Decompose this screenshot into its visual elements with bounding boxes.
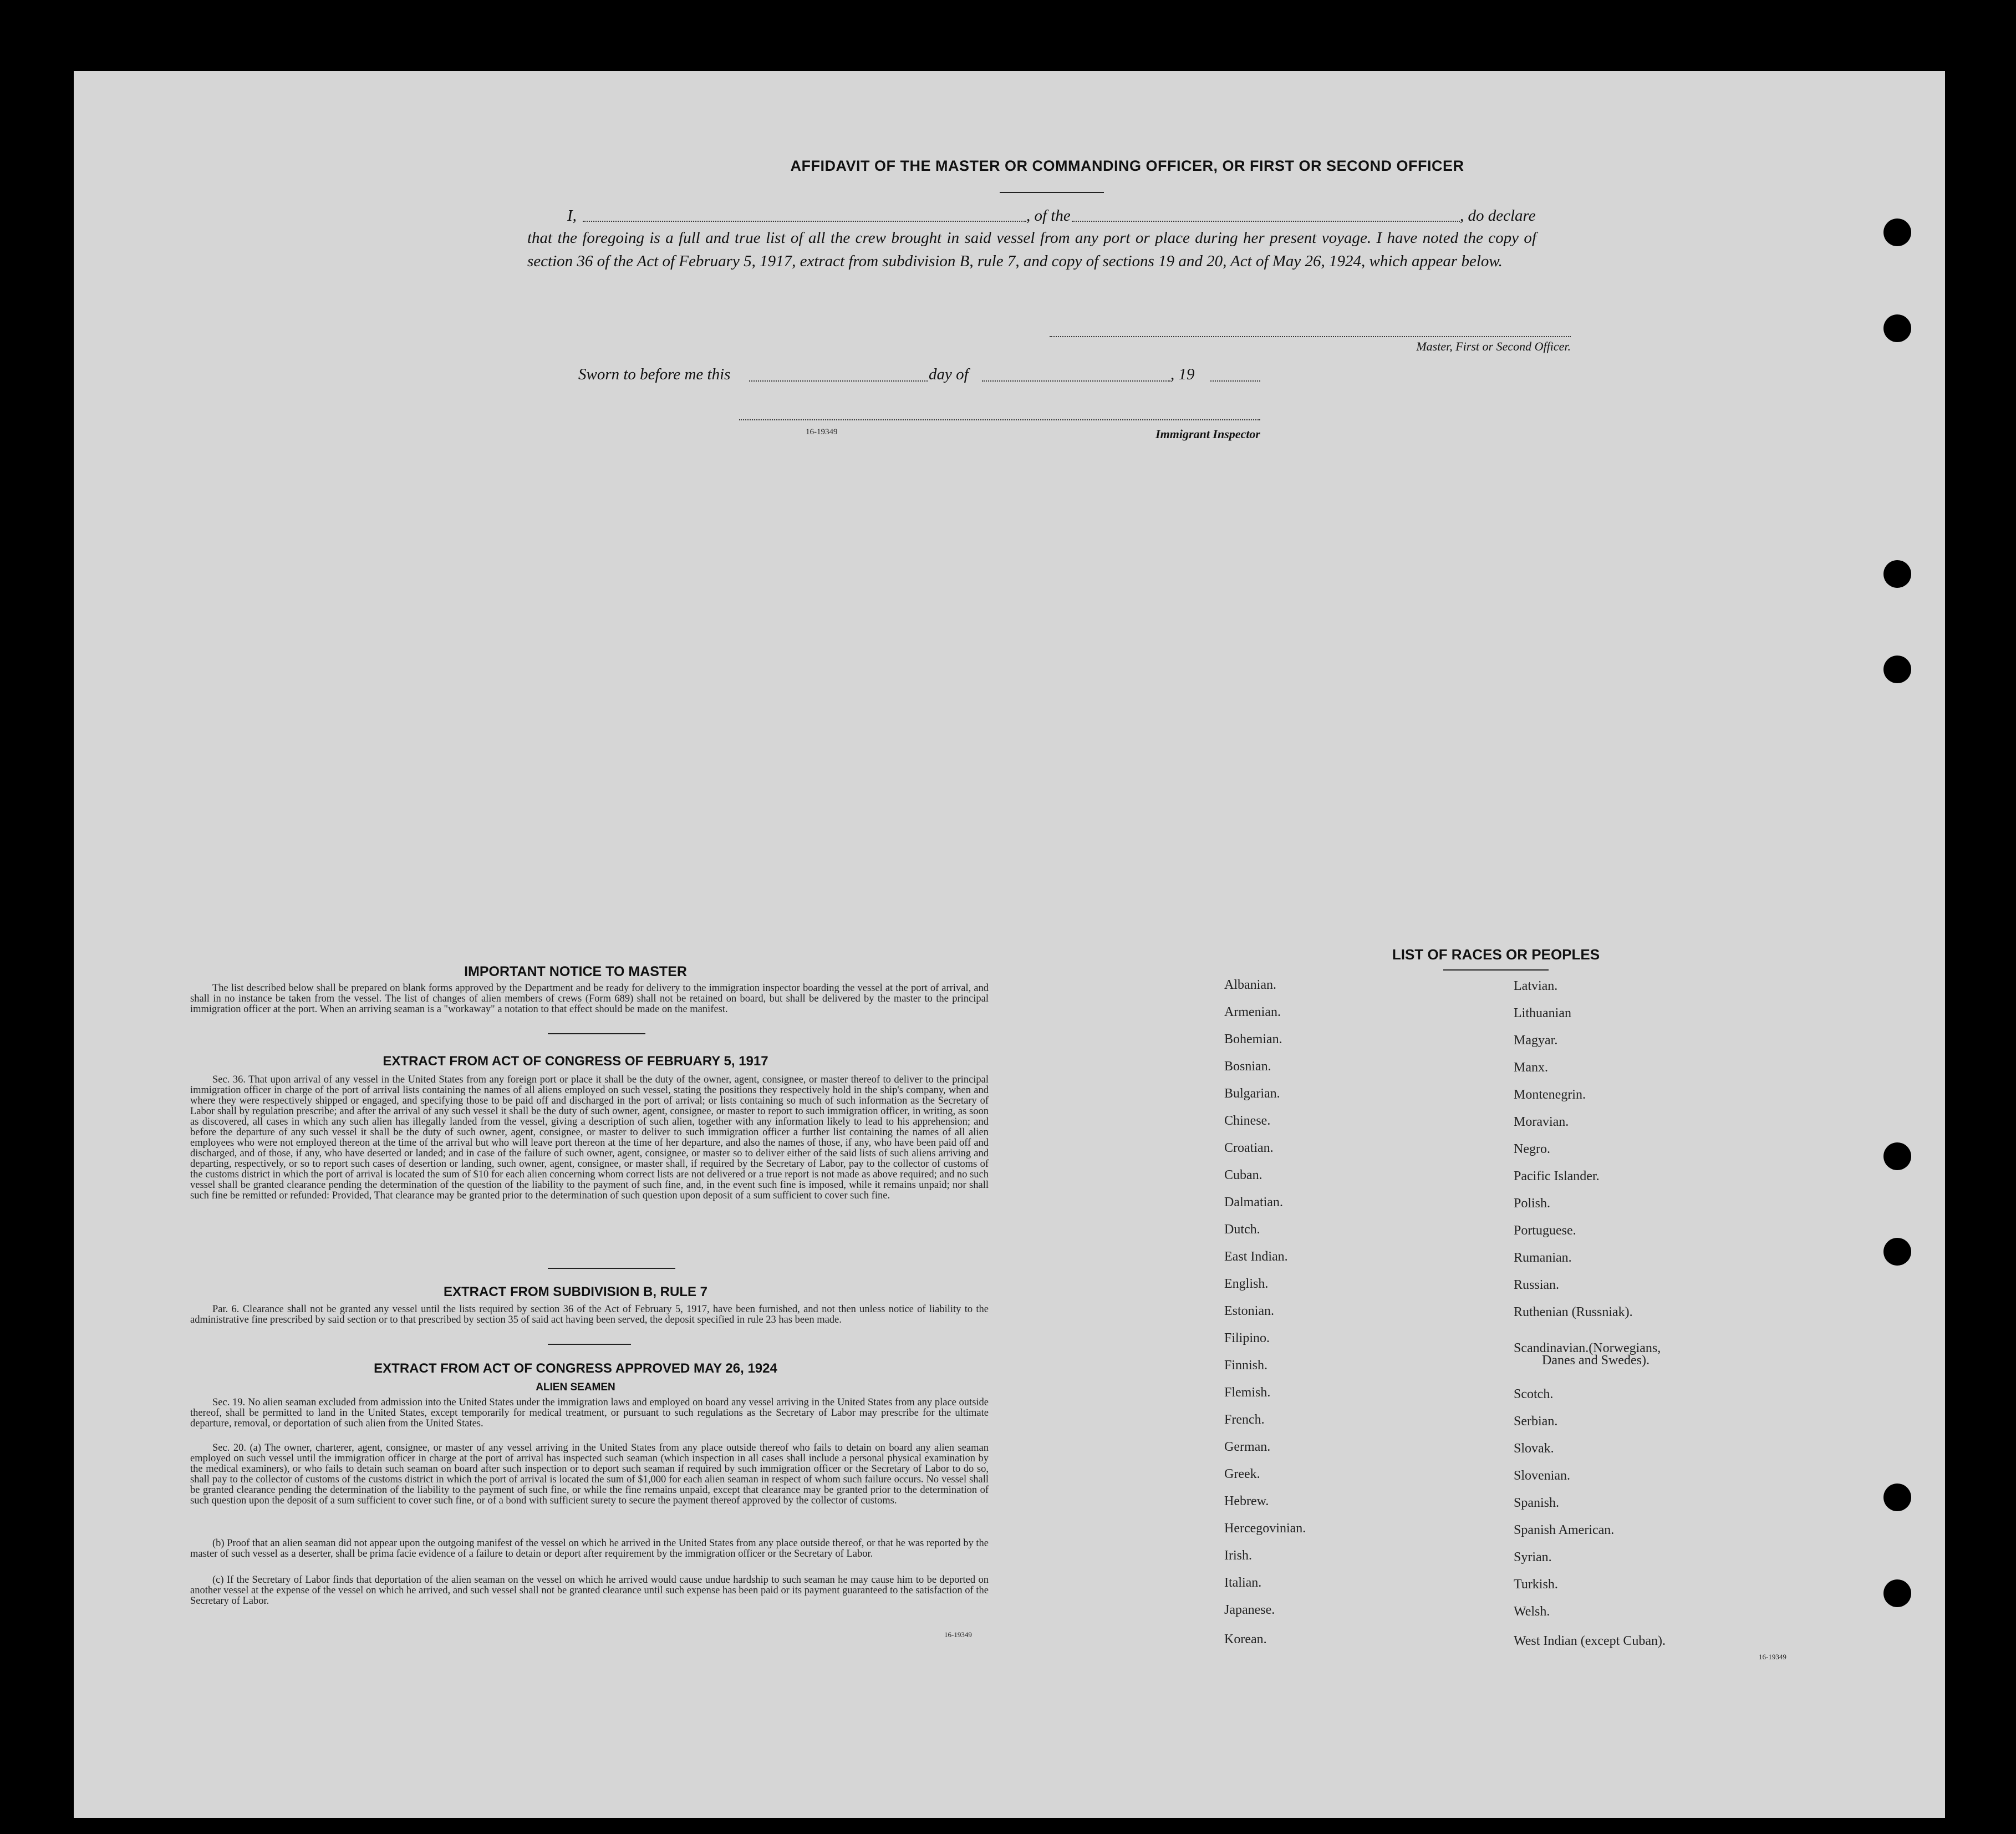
binder-hole — [1883, 219, 1911, 246]
day-of-label: day of — [929, 365, 969, 383]
affidavit-i-label: I, — [567, 207, 577, 225]
race-right-item: Slovenian. — [1514, 1469, 1570, 1483]
binder-hole — [1883, 656, 1911, 683]
race-left-item: German. — [1224, 1440, 1271, 1454]
extract1-title: EXTRACT FROM ACT OF CONGRESS OF FEBRUARY 5, 1917 — [383, 1054, 768, 1069]
notice-form-number: 16-19349 — [944, 1630, 972, 1639]
race-right-item: Spanish. — [1514, 1496, 1560, 1510]
document-sheet — [74, 71, 1945, 1818]
race-left-item: English. — [1224, 1277, 1269, 1291]
race-left-item: Greek. — [1224, 1467, 1260, 1481]
affidavit-body: that the foregoing is a full and true list of all the crew brought in said vessel from any port or place during her present voyage. I have noted the copy of section 36 of the Act of February 5, 1917, extract from subdivision B, rule 7, and copy of sections 19 and 20, Act of May 26, 1924, which appear below. — [527, 229, 1536, 270]
race-right-item: Manx. — [1514, 1060, 1548, 1075]
race-left-item: French. — [1224, 1413, 1265, 1427]
race-left-item: Hercegovinian. — [1224, 1521, 1306, 1536]
sworn-day-line[interactable] — [749, 380, 928, 382]
sworn-year-line[interactable] — [1210, 380, 1260, 382]
binder-hole — [1883, 1142, 1911, 1170]
race-left-item: Filipino. — [1224, 1331, 1270, 1345]
inspector-signature-line[interactable] — [739, 419, 1260, 420]
extract3-title: EXTRACT FROM ACT OF CONGRESS APPROVED MAY 26, 1924 — [374, 1361, 777, 1376]
races-divider — [1443, 969, 1549, 971]
race-right-item: Slovak. — [1514, 1441, 1554, 1456]
binder-hole — [1883, 1579, 1911, 1607]
extract2-text: Par. 6. Clearance shall not be granted any vessel until the lists required by section 36 of the Act of February 5, 1917, have been furnished, and not then unless notice of liability to the administrative fine prescribed by said section or to that prescribed by section 35 of said act having been served, the deposit specified in rule 23 has been made. — [190, 1304, 989, 1325]
extract2-title: EXTRACT FROM SUBDIVISION B, RULE 7 — [443, 1284, 708, 1299]
affidavit-title: AFFIDAVIT OF THE MASTER OR COMMANDING OFFICER, OR FIRST OR SECOND OFFICER — [790, 158, 1464, 174]
race-left-item: Estonian. — [1224, 1304, 1274, 1318]
sec19-text: Sec. 19. No alien seaman excluded from admission into the United States under the immigration laws and employed on board any vessel arriving in the United States from any place outside thereof, shall be permitted to land in the United States, except temporarily for medical treatment, or pursuant to such regulations as the Secretary of Labor may prescribe for the ultimate departure, removal, or deportation of such alien from the United States. — [190, 1397, 989, 1429]
vessel-blank-line[interactable] — [1072, 221, 1460, 222]
race-left-item: Finnish. — [1224, 1358, 1268, 1373]
binder-hole — [1883, 314, 1911, 342]
race-left-item: Bulgarian. — [1224, 1086, 1280, 1101]
race-left-item: Bosnian. — [1224, 1059, 1271, 1074]
race-left-item: Hebrew. — [1224, 1494, 1269, 1508]
race-right-item: Turkish. — [1514, 1577, 1558, 1592]
race-left-item: Bohemian. — [1224, 1032, 1282, 1046]
race-right-item: Scandinavian.(Norwegians, — [1514, 1341, 1661, 1355]
race-right-item: Polish. — [1514, 1196, 1551, 1211]
race-left-item: Croatian. — [1224, 1141, 1274, 1155]
sec20b-text: (b) Proof that an alien seaman did not appear upon the outgoing manifest of the vessel on which he arrived in the United States from any place outside thereof, or that he was reported by the master of such vessel as a deserter, shall be prima facie evidence of a failure to detain or deport after requirement by the immigration officer or the Secretary of Labor. — [190, 1538, 989, 1559]
extract1-text: Sec. 36. That upon arrival of any vessel in the United States from any foreign port or place it shall be the duty of the owner, agent, consignee, or master thereof to deliver to the principal immigration officer in charge of the port of arrival lists containing the names of all aliens employed on such vessel, stating the positions they respectively hold in the ship's company, when and where they were respectively shipped or engaged, and specifying those to be paid off and discharged in the port of arrival; or lists containing so much of such information as the Secretary of Labor shall by regulation prescribe; and after the arrival of any such vessel it shall be the duty of such owner, agent, consignee, or master to report to such immigration officer, in writing, as soon as discovered, all cases in which any such alien has illegally landed from the vessel, giving a description of such alien, together with any information likely to lead to his apprehension; and before the departure of any such vessel it shall be the duty of such owner, agent, consignee, or master to deliver to such immigration officer a further list containing the names of all alien employees who were not employed thereon at the time of the arrival but who will leave port thereon at the time of her departure, and also the names of those, if any, who have been paid off and discharged, and of those, if any, who have deserted or landed; and in case of the failure of such owner, agent, consignee, or master so to deliver either of the said lists of such aliens arriving and departing, respectively, or so to report such cases of desertion or landing, such owner, agent, consignee, or master shall, if required by the Secretary of Labor, pay to the collector of customs of the customs district in which the port of arrival is located the sum of $10 for each alien concerning whom correct lists are not delivered or a true report is not made as above required; and no such vessel shall be granted clearance pending the determination of the question of the liability to the payment of such fine, and, in the event such fine is imposed, while it remains unpaid; nor shall such fine be remitted or refunded: Provided, That clearance may be granted prior to the determination of such question upon deposit of a sum sufficient to cover such fine. — [190, 1074, 989, 1201]
race-left-item: Armenian. — [1224, 1005, 1281, 1019]
race-right-item: Russian. — [1514, 1278, 1560, 1292]
sec20c-text: (c) If the Secretary of Labor finds that deportation of the alien seaman on the vessel on which he arrived would cause undue hardship to such seaman he may cause him to be deported on another vessel at the expense of the vessel on which he arrived, and such vessel shall not be granted clearance until such expense has been paid or its payment guaranteed to the satisfaction of the Secretary of Labor. — [190, 1574, 989, 1607]
notice-divider — [548, 1033, 645, 1034]
extract3-subtitle: ALIEN SEAMEN — [536, 1381, 615, 1393]
race-left-item: East Indian. — [1224, 1249, 1288, 1264]
race-right-item: Lithuanian — [1514, 1006, 1571, 1020]
race-left-item: Albanian. — [1224, 978, 1276, 992]
race-left-item: Cuban. — [1224, 1168, 1262, 1182]
inspector-label: Immigrant Inspector — [1155, 427, 1260, 441]
binder-hole — [1883, 1238, 1911, 1266]
race-right-item: Spanish American. — [1514, 1523, 1615, 1537]
extract1-divider — [548, 1268, 675, 1269]
affidavit-form-number: 16-19349 — [806, 428, 838, 436]
binder-hole — [1883, 560, 1911, 588]
race-right-item: Syrian. — [1514, 1550, 1552, 1564]
race-left-item: Flemish. — [1224, 1385, 1271, 1400]
notice-text: The list described below shall be prepared on blank forms approved by the Department and be ready for delivery to the immigration inspector boarding the vessel at the port of arrival, and shall in no instance be taken from the vessel. The list of changes of alien members of crews (Form 689) shall not be retained on board, but shall be delivered by the master to the principal immigration officer at the port. When an arriving seaman is a "workaway" a notation to that effect should be made on the manifest. — [190, 983, 989, 1015]
races-title: LIST OF RACES OR PEOPLES — [1392, 946, 1600, 963]
title-underline — [1000, 192, 1104, 193]
sec20a-text: Sec. 20. (a) The owner, charterer, agent, consignee, or master of any vessel arriving in the United States from any place outside thereof who fails to detain on board any alien seaman employed on such vessel until the immigration officer in charge at the port of arrival has inspected such seaman (which inspection in all cases shall include a personal physical examination by the medical examiners), or who fails to detain such seaman on board after such inspection or to deport such seaman if required by such immigration officer or the Secretary of Labor to do so, shall pay to the collector of customs of the customs district in which the port of arrival is located the sum of $1,000 for each alien seaman in respect of whom such failure occurs. No vessel shall be granted clearance pending the determination of the liability to the payment of such fine, or while the fine remains unpaid, except that clearance may be granted prior to the determination of such question upon the deposit of a sum sufficient to cover such fine, or of a bond with sufficient surety to secure the payment thereof approved by the collector of customs. — [190, 1442, 989, 1506]
master-signature-line[interactable] — [1050, 336, 1571, 337]
race-left-item: Korean. — [1224, 1632, 1267, 1647]
race-right-item: Montenegrin. — [1514, 1088, 1586, 1102]
affidavit-declare-label: , do declare — [1460, 207, 1536, 225]
race-left-item: Japanese. — [1224, 1603, 1275, 1617]
race-right-item: Negro. — [1514, 1142, 1550, 1156]
race-right-item: Welsh. — [1514, 1604, 1550, 1619]
race-left-item: Dalmatian. — [1224, 1195, 1283, 1210]
race-right-item: Pacific Islander. — [1514, 1169, 1600, 1183]
race-right-item: Rumanian. — [1514, 1251, 1572, 1265]
race-right-item: Serbian. — [1514, 1414, 1558, 1429]
race-left-item: Chinese. — [1224, 1114, 1271, 1128]
affidavit-of-the-label: , of the — [1026, 207, 1071, 225]
races-form-number: 16-19349 — [1759, 1653, 1786, 1661]
race-right-item: Scotch. — [1514, 1387, 1554, 1401]
race-right-item: Moravian. — [1514, 1115, 1569, 1129]
race-right-item: West Indian (except Cuban). — [1514, 1634, 1666, 1648]
master-signature-label: Master, First or Second Officer. — [1416, 339, 1571, 353]
race-right-item: Latvian. — [1514, 979, 1558, 993]
name-blank-line[interactable] — [583, 221, 1026, 222]
year-label: , 19 — [1170, 365, 1195, 383]
race-right-item: Portuguese. — [1514, 1223, 1576, 1238]
race-left-item: Irish. — [1224, 1548, 1252, 1563]
race-right-item: Magyar. — [1514, 1033, 1558, 1048]
extract2-divider — [548, 1344, 631, 1345]
race-left-item: Italian. — [1224, 1576, 1262, 1590]
race-right-item: Ruthenian (Russniak). — [1514, 1305, 1633, 1319]
notice-title: IMPORTANT NOTICE TO MASTER — [464, 964, 687, 979]
race-right-item: Danes and Swedes). — [1542, 1353, 1650, 1368]
sworn-label: Sworn to before me this — [578, 365, 731, 383]
race-left-item: Dutch. — [1224, 1222, 1260, 1237]
sworn-month-line[interactable] — [982, 380, 1170, 382]
binder-hole — [1883, 1484, 1911, 1511]
